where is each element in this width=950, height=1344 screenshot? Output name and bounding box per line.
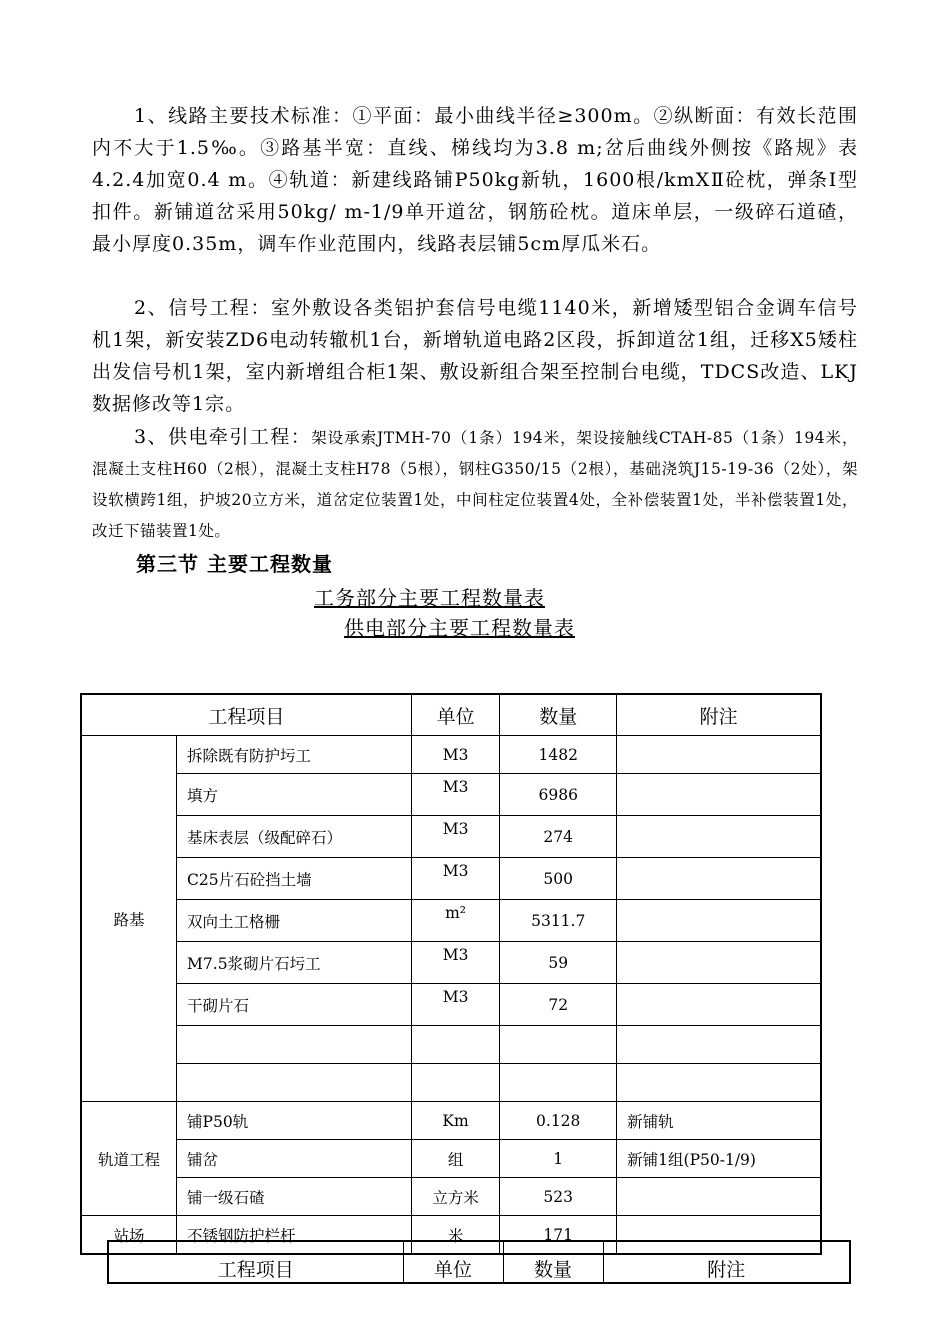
cell-unit: M3 — [411, 984, 499, 1026]
cell-note — [617, 942, 821, 984]
cell-item: 拆除既有防护圬工 — [177, 736, 412, 774]
cell-item: 铺P50轨 — [177, 1102, 412, 1140]
cell-qty: 523 — [500, 1178, 617, 1216]
paragraph-track-standards: 1、线路主要技术标准：①平面：最小曲线半径≥300m。②纵断面：有效长范围内不大于1.5‰。③路基半宽：直线、梯线均为3.8 m;岔后曲线外侧按《路规》表4.2.4加宽0.4 m。④轨道：新建线路铺P50kg新轨，1600根/kmXⅡ砼枕，弹条Ⅰ型扣件。新铺道岔采用50kg/ m-1/9单开道岔，钢筋砼枕。道床单层，一级碎石道碴，最小厚度0.35m，调车作业范围内，线路表层铺5cm厚瓜米石。 — [92, 105, 858, 255]
table-header-row — [81, 694, 821, 736]
cell-qty: 171 — [500, 1216, 617, 1255]
table-row — [81, 942, 821, 984]
paragraph-power-works — [92, 422, 858, 547]
cell-qty: 1482 — [500, 736, 617, 774]
group-station: 站场 — [81, 1216, 177, 1255]
cell-note — [617, 774, 821, 816]
cell-qty: 6986 — [500, 774, 617, 816]
cell-unit: M3 — [411, 816, 499, 858]
cell-unit: M3 — [411, 942, 499, 984]
table-header-row — [108, 1241, 850, 1283]
cell-empty — [177, 1026, 412, 1064]
cell-empty — [500, 1026, 617, 1064]
quantities-table — [80, 693, 822, 1255]
cell-qty: 274 — [500, 816, 617, 858]
header-item: 工程项目 — [81, 694, 411, 736]
table-row — [81, 1178, 821, 1216]
cell-item: M7.5浆砌片石圬工 — [177, 942, 412, 984]
header-unit: 单位 — [403, 1241, 503, 1283]
cell-unit: 米 — [411, 1216, 499, 1255]
header-note: 附注 — [617, 694, 821, 736]
cell-empty — [411, 1064, 499, 1102]
table-row-empty — [81, 1064, 821, 1102]
cell-note — [617, 736, 821, 774]
cell-qty: 5311.7 — [500, 900, 617, 942]
cell-empty — [177, 1064, 412, 1102]
header-qty: 数量 — [500, 694, 617, 736]
cell-item: C25片石砼挡土墙 — [177, 858, 412, 900]
cell-item: 铺岔 — [177, 1140, 412, 1178]
section-heading: 第三节 主要工程数量 — [136, 552, 333, 576]
cell-unit: 立方米 — [411, 1178, 499, 1216]
cell-qty: 0.128 — [500, 1102, 617, 1140]
cell-unit: M3 — [411, 774, 499, 816]
cell-qty: 72 — [500, 984, 617, 1026]
table-row — [81, 984, 821, 1026]
cell-item: 铺一级石碴 — [177, 1178, 412, 1216]
cell-note — [617, 858, 821, 900]
power-quantities-table — [107, 1240, 851, 1284]
table-row — [81, 1102, 821, 1140]
group-track: 轨道工程 — [81, 1102, 177, 1216]
table-row — [81, 858, 821, 900]
cell-note: 新铺1组(P50-1/9) — [617, 1140, 821, 1178]
table-row-empty — [81, 1026, 821, 1064]
table-row — [81, 774, 821, 816]
cell-unit: M3 — [411, 858, 499, 900]
cell-note — [617, 900, 821, 942]
caption-power-table: 供电部分主要工程数量表 — [344, 616, 575, 640]
cell-note — [617, 984, 821, 1026]
cell-note: 新铺轨 — [617, 1102, 821, 1140]
header-note: 附注 — [603, 1241, 850, 1283]
cell-unit: 组 — [411, 1140, 499, 1178]
header-item: 工程项目 — [108, 1241, 403, 1283]
cell-qty: 500 — [500, 858, 617, 900]
cell-item: 干砌片石 — [177, 984, 412, 1026]
paragraph-power-body: 架设承索JTMH-70（1条）194米，架设接触线CTAH-85（1条）194米，混凝土支柱H60（2根），混凝土支柱H78（5根），钢柱G350/15（2根），基础浇筑J15-19-36（2处），架设软横跨1组，护坡20立方米，道岔定位装置1处，中间柱定位装置4处，全补偿装置1处，半补偿装置1处，改迁下锚装置1处。 — [92, 429, 858, 540]
table-row — [81, 1140, 821, 1178]
table-row — [81, 816, 821, 858]
header-unit: 单位 — [411, 694, 499, 736]
cell-qty: 1 — [500, 1140, 617, 1178]
cell-note — [617, 1178, 821, 1216]
cell-unit: M3 — [411, 736, 499, 774]
group-subgrade: 路基 — [81, 736, 177, 1102]
cell-empty — [617, 1026, 821, 1064]
cell-item: 填方 — [177, 774, 412, 816]
cell-item: 不锈钢防护栏杆 — [177, 1216, 412, 1255]
header-qty: 数量 — [503, 1241, 603, 1283]
caption-track-table: 工务部分主要工程数量表 — [314, 586, 545, 610]
paragraph-power-lead: 3、供电牵引工程： — [134, 426, 312, 448]
cell-qty: 59 — [500, 942, 617, 984]
cell-empty — [500, 1064, 617, 1102]
cell-unit: m² — [411, 900, 499, 942]
cell-note — [617, 816, 821, 858]
cell-empty — [617, 1064, 821, 1102]
table-row — [81, 736, 821, 774]
table-row — [81, 900, 821, 942]
paragraph-signal-works: 2、信号工程：室外敷设各类铝护套信号电缆1140米，新增矮型铝合金调车信号机1架，新安装ZD6电动转辙机1台，新增轨道电路2区段，拆卸道岔1组，迁移X5矮柱出发信号机1架，室内新增组合柜1架、敷设新组合架至控制台电缆，TDCS改造、LKJ数据修改等1宗。 — [92, 297, 858, 415]
cell-unit: Km — [411, 1102, 499, 1140]
cell-item: 基床表层（级配碎石） — [177, 816, 412, 858]
cell-empty — [411, 1026, 499, 1064]
cell-item: 双向土工格栅 — [177, 900, 412, 942]
